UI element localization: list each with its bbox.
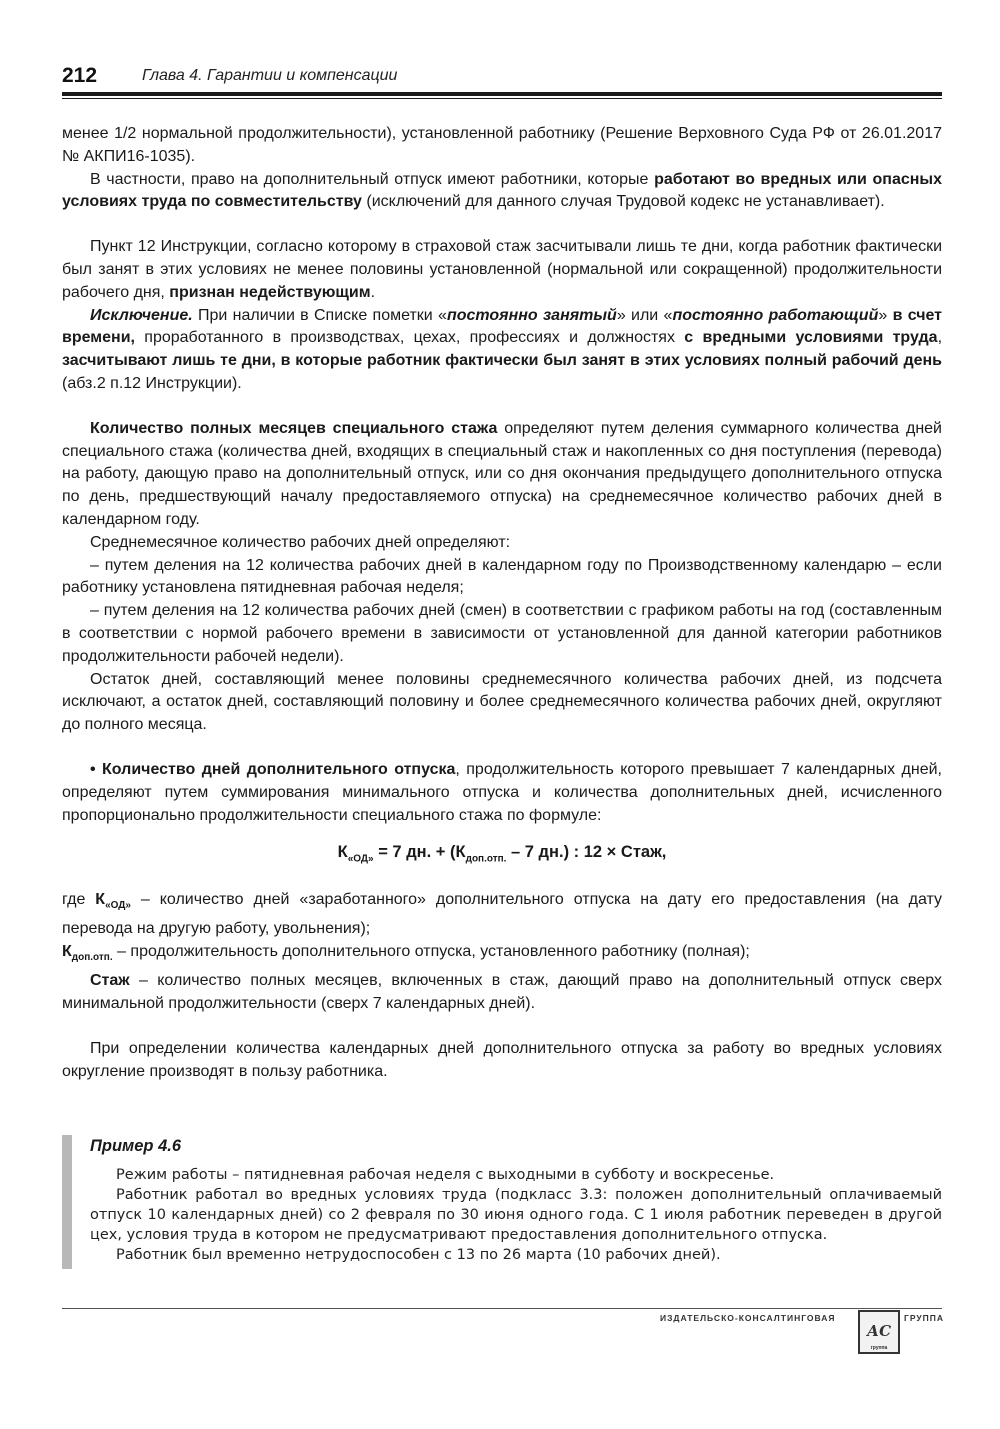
page-header [62,60,942,100]
page-number: 212 [62,64,98,87]
example-side-bar [62,1135,72,1269]
formula: $К_{«ОД»} = 7$ дн. + ($К_{доп.отп.} - 7$ дн.) : 12 × Стаж, [337,843,667,865]
paragraph-exception: Исключение. При наличии в Списке пометки «постоянно занятый» или «постоянно работающий» в счет времени, проработанного в производствах, цехах, профессиях и должностях с вредными условиями труда, засчитывают лишь те дни, в которые работник фактически был занят в этих условиях полный рабочий день (абз.2 п.12 Инструкции). [62,306,943,392]
list-item-schedule: – путем деления на 12 количества рабочих дней (смен) в соответствии с графиком работы на год (составленным в соответствии с нормой рабочего времени в зависимости от установленной для данной категории работников продолжительности рабочей недели). [62,602,942,665]
footer-rule [62,1308,942,1309]
paragraph-part-time: В частности, право на дополнительный отпуск имеют работники, которые работают во вредных или опасных условиях труда по совместительству (исключений для данного случая Трудовой кодекс не устанавливает). [62,170,942,211]
header-rule-thick [62,92,942,96]
paragraph-rounding: Остаток дней, составляющий менее половины среднемесячного количества рабочих дней, из подсчета исключают, а остаток дней, составляющий половину и более среднемесячного количества рабочих дней, округляют до полного месяца. [62,670,942,734]
definition-k-od: где $К_{«ОД»}$ – количество дней «заработанного» дополнительного отпуска на дату его предоставления (на дату перевода на другую работу, увольнения); [62,891,943,938]
paragraph-continuation: менее 1/2 нормальной продолжительности), установленной работнику (Решение Верховного Суда РФ от 26.01.2017 № АКПИ16-1035). [62,125,942,165]
example-body [90,1165,942,1265]
paragraph-rounding-favor: При определении количества календарных дней дополнительного отпуска за работу во вредных условиях округление производят в пользу работника. [62,1039,942,1080]
header-rule-thin [62,98,942,99]
chapter-title: Глава 4. Гарантии и компенсации [142,67,398,84]
paragraph-average-days: Среднемесячное количество рабочих дней определяют: [90,533,511,551]
logo-letters: АС [866,1322,892,1340]
publisher-logo [858,1310,900,1354]
example-title: Пример 4.6 [90,1137,182,1155]
paragraph-additional-days: • Количество дней дополнительного отпуска, продолжительность которого превышает 7 календарных дней, определяют путем суммирования минимального отпуска и количества дополнительных дней, исчисленного пропорционально продолжительности специального стажа по формуле: [62,760,942,824]
definition-k-dop: $К_{доп.отп.}$ – продолжительность дополнительного отпуска, установленного работнику (полная); [62,943,750,964]
definition-stazh: Стаж – количество полных месяцев, включенных в стаж, дающий право на дополнительный отпуск сверх минимальной продолжительности (сверх 7 календарных дней). [62,972,942,1012]
publisher-name-left: ИЗДАТЕЛЬСКО-КОНСАЛТИНГОВАЯ [660,1313,836,1323]
list-item-five-day-week: – путем деления на 12 количества рабочих дней в календарном году по Производственному календарю – если работнику установлена пятидневная рабочая неделя; [62,556,942,597]
example-line: Режим работы – пятидневная рабочая неделя с выходными в субботу и воскресенье. [116,1167,775,1183]
main-text [62,123,942,1083]
paragraph-full-months: Количество полных месяцев специального стажа определяют путем деления суммарного количества дней специального стажа (количества дней, входящих в специальный стаж и накопленных со дня поступления (перевода) на работу, дающую право на дополнительный отпуск, или со дня окончания предыдущего дополнительного отпуска по день, предшествующий началу предоставляемого отпуска) на среднемесячное количество рабочих дней в календарном году. [62,419,942,528]
example-line: Работник работал во вредных условиях труда (подкласс 3.3: положен дополнительный оплачиваемый отпуск 10 календарных дней) со 2 февраля по 30 июня одного года. С 1 июля работник переведен в другой цех, условия труда в котором не предусматривают предоставления дополнительного отпуска. [90,1187,942,1243]
logo-caption: группа [870,1345,888,1351]
formula-definitions [62,889,942,1015]
publisher-name-right: ГРУППА [904,1313,945,1323]
paragraph-instruction-12: Пункт 12 Инструкции, согласно которому в страховой стаж засчитывали лишь те дни, когда работник фактически был занят в этих условиях не менее половины установленной (нормальной или сокращенной) продолжительности рабочего дня, признан недействующим. [62,238,942,301]
example-line: Работник был временно нетрудоспособен с 13 по 26 марта (10 рабочих дней). [116,1247,721,1263]
